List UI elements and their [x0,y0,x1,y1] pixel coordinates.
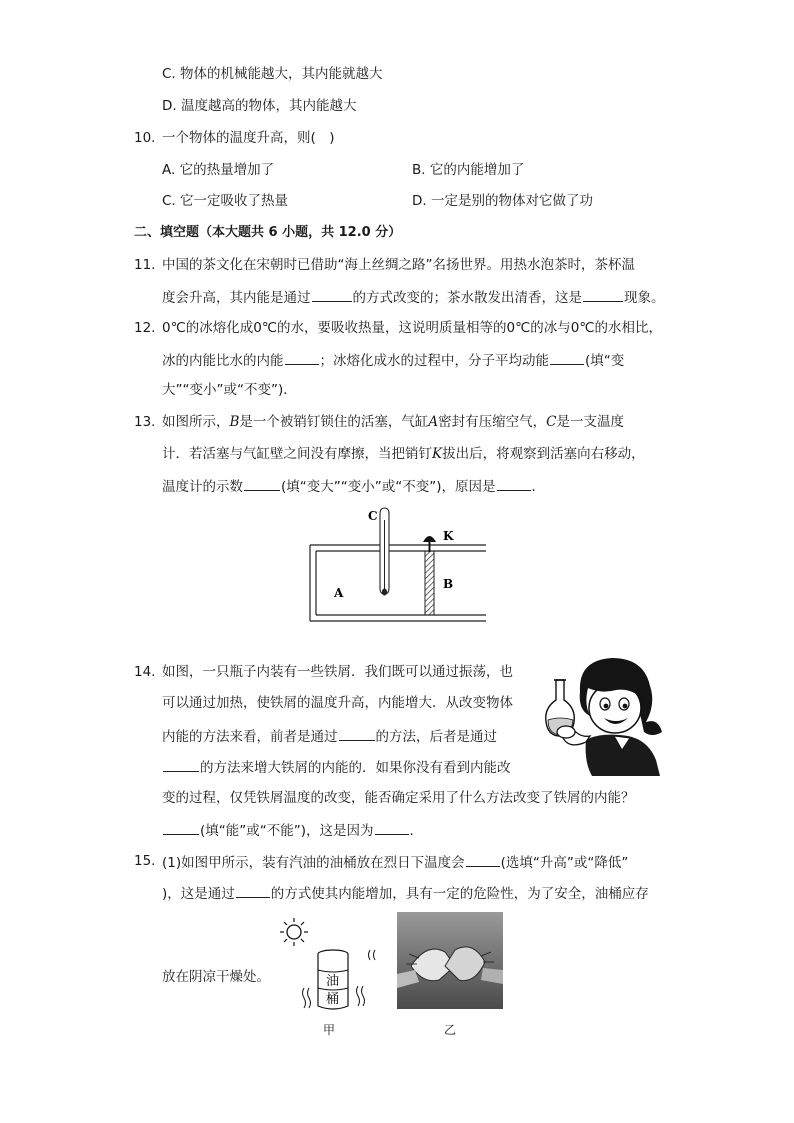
q13-var-a: A [428,414,439,430]
answer-blank[interactable] [375,820,409,835]
q13-line1 [162,413,624,431]
q13-text: 拔出后，将观察到活塞向右移动， [442,446,645,462]
q12-line2 [162,350,624,370]
q14-line4 [162,757,511,777]
q15-text: )，这是通过 [162,886,235,902]
q14-text: 的方法来增大铁屑的内能的．如果你没有看到内能改 [200,760,511,776]
q15-text: (选填“升高”或“降低” [500,855,629,871]
q10-option-c: C. 它一定吸收了热量 [162,193,289,209]
q15-text: (1)如图甲所示，装有汽油的油桶放在烈日下温度会 [162,855,465,871]
label-b: B [443,577,454,591]
rubbing-hands-photo [397,912,503,1009]
answer-blank[interactable] [163,757,199,772]
q11-text: 的方式改变的；茶水散发出清香，这是 [352,290,582,306]
girl-with-flask-illustration [540,652,672,776]
answer-blank[interactable] [312,287,352,302]
answer-blank[interactable] [583,287,623,302]
q15-line2 [162,883,649,903]
answer-blank[interactable] [497,476,531,491]
q14-text: 内能的方法来看，前者是通过 [162,729,338,745]
q13-text: 密封有压缩空气， [438,414,547,430]
q14-line3 [162,726,497,746]
q11-line2 [162,287,665,307]
q10-number: 10. [134,130,156,146]
answer-blank[interactable] [285,350,319,365]
q15-number: 15. [134,853,156,869]
answer-blank[interactable] [466,852,500,867]
q10-option-d: D. 一定是别的物体对它做了功 [412,193,593,209]
q12-text: ；冰熔化成水的过程中，分子平均动能 [319,353,549,369]
left-pupil [604,704,609,709]
q14-line5: 变的过程，仅凭铁屑温度的改变，能否确定采用了什么方法改变了铁屑的内能？ [162,790,635,806]
barrel-label-bottom: 桶 [326,992,340,1007]
q13-text: ． [531,479,545,495]
q14-text: (填“能”或“不能”)，这是因为 [200,823,374,839]
q13-line2 [162,445,645,463]
sun-icon [287,925,301,939]
q15-text: 的方式使其内能增加，具有一定的危险性，为了安全，油桶应存 [270,886,649,902]
section-heading: 二、填空题（本大题共 6 小题，共 12.0 分） [134,225,402,240]
q11-number: 11. [134,257,156,273]
q13-text: 是一支温度 [556,414,625,430]
q13-var-b: B [229,414,240,430]
q13-number: 13. [134,414,156,430]
q12-line3: 大”“变小”或“不变”)． [162,382,297,398]
q14-line6 [162,820,423,840]
answer-blank[interactable] [339,726,375,741]
q13-text: (填“变大”“变小”或“不变”)，原因是 [281,479,496,495]
q13-text: 如图所示， [162,414,230,430]
answer-blank[interactable] [244,476,280,491]
cylinder-piston-figure [300,500,492,625]
q11-line1: 中国的茶文化在宋朝时已借助“海上丝绸之路”名扬世界。用热水泡茶时，茶杯温 [162,257,635,273]
q14-line2: 可以通过加热，使铁屑的温度升高，内能增大．从改变物体 [162,695,513,711]
q13-text: 计．若活塞与气缸壁之间没有摩擦，当把销钉 [162,446,432,462]
label-k: K [443,529,454,543]
q13-var-c: C [546,414,557,430]
q14-text: 的方法，后者是通过 [375,729,497,745]
q12-text: 冰的内能比水的内能 [162,353,284,369]
q13-text: 温度计的示数 [162,479,243,495]
q14-text: ． [409,823,424,839]
barrel-label-top: 油 [326,974,340,989]
q11-text: 度会升高，其内能是通过 [162,290,311,306]
caption-yi: 乙 [444,1023,457,1037]
q13-text: 是一个被销钉锁住的活塞，气缸 [239,414,429,430]
q12-number: 12. [134,320,156,336]
q12-line1: 0℃的冰熔化成0℃的水，要吸收热量，这说明质量相等的0℃的冰与0℃的水相比， [162,320,663,336]
q14-number: 14. [134,664,156,680]
q9-option-d: D. 温度越高的物体，其内能越大 [162,98,357,114]
caption-jia: 甲 [323,1023,336,1037]
hand [557,726,575,738]
answer-blank[interactable] [550,350,584,365]
q9-option-c: C. 物体的机械能越大，其内能就越大 [162,66,383,82]
label-a: A [334,586,344,600]
q15-line1 [162,852,628,872]
q11-text: 现象。 [624,290,665,306]
oil-barrel-figure [276,914,386,1014]
q10-stem: 一个物体的温度升高，则( ) [162,130,335,146]
q13-line3 [162,476,545,496]
label-c: C [368,509,378,523]
q10-option-a: A. 它的热量增加了 [162,162,275,178]
answer-blank[interactable] [163,820,199,835]
q15-line3: 放在阴凉干燥处。 [162,969,270,985]
right-pupil [623,704,628,709]
q14-line1: 如图，一只瓶子内装有一些铁屑．我们既可以通过振荡，也 [162,664,513,680]
q13-var-k: K [432,446,443,462]
piston-b [425,551,434,615]
thermometer-bulb [382,589,387,596]
q10-option-b: B. 它的内能增加了 [412,162,525,178]
answer-blank[interactable] [236,883,270,898]
q12-text: (填“变 [585,353,625,369]
